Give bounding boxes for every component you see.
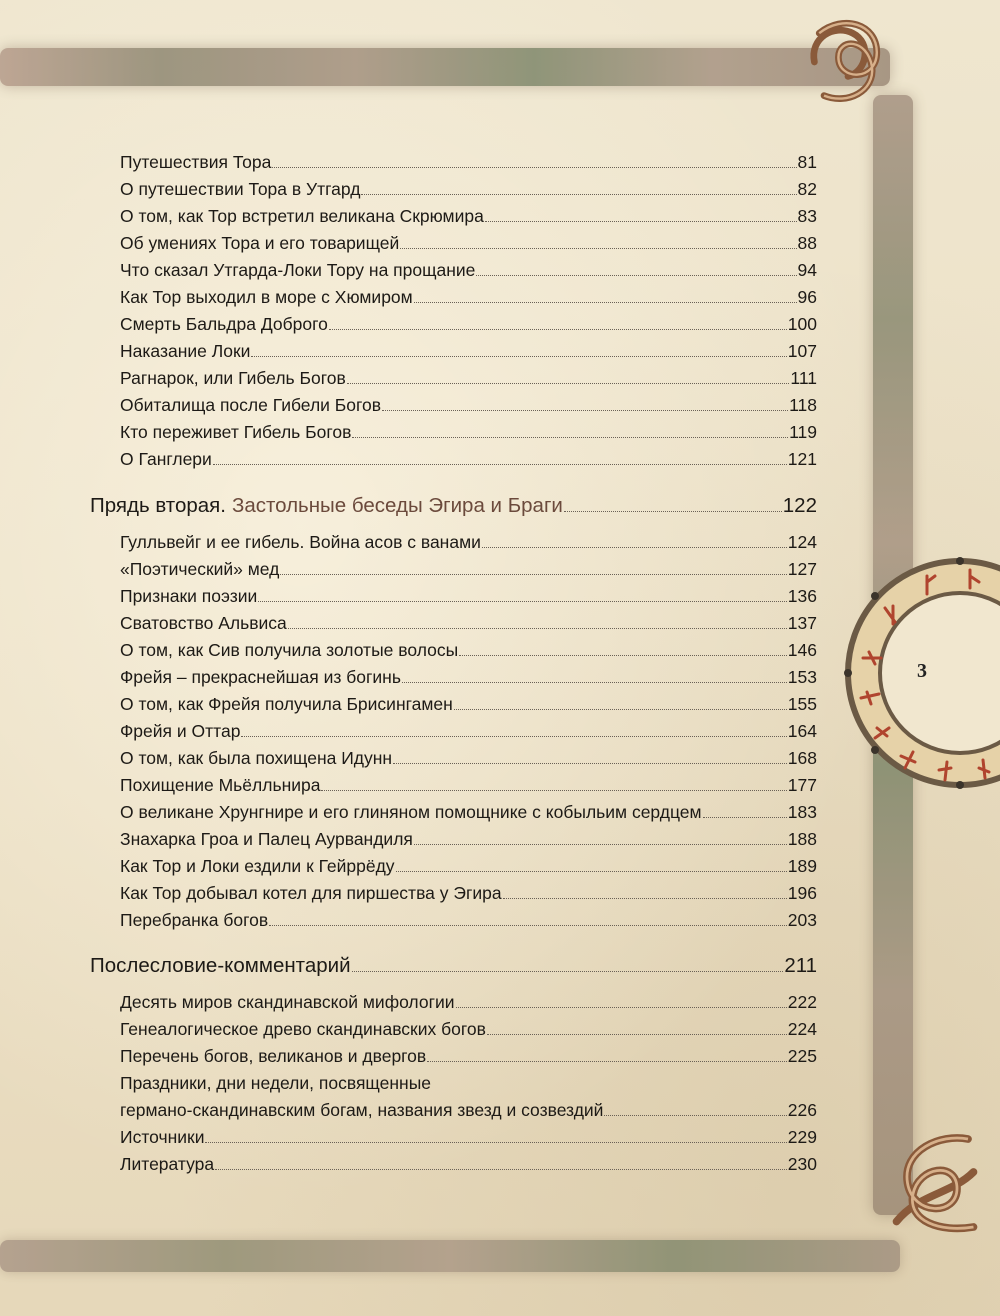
toc-entry-title: Как Тор выходил в море с Хюмиром — [120, 287, 413, 307]
toc-entry-title: Признаки поэзии — [120, 586, 258, 606]
toc-entry[interactable] — [120, 339, 817, 363]
dot-leader — [485, 220, 797, 222]
dot-leader — [703, 816, 787, 818]
dot-leader — [272, 166, 796, 168]
toc-entry-page: 183 — [787, 802, 817, 822]
toc-entry-title: Источники — [120, 1127, 205, 1147]
toc-entry[interactable] — [120, 393, 817, 417]
dot-leader — [414, 301, 797, 303]
toc-entry-page: 121 — [787, 449, 817, 469]
dot-leader — [321, 789, 786, 791]
toc-entry-title: Смерть Бальдра Доброго — [120, 314, 328, 334]
toc-entry-title: Фрейя – прекраснейшая из богинь — [120, 667, 401, 687]
toc-entry[interactable] — [120, 854, 817, 878]
toc-part-heading[interactable] — [90, 492, 817, 520]
dot-leader — [393, 762, 787, 764]
toc-entry-title: Похищение Мьёлльнира — [120, 775, 321, 795]
part-title: Застольные беседы Эгира и Браги — [231, 494, 563, 517]
toc-entry-title: Как Тор добывал котел для пиршества у Эгира — [120, 883, 502, 903]
dot-leader — [269, 924, 787, 926]
dot-leader — [402, 681, 787, 683]
dot-leader — [241, 735, 786, 737]
dot-leader — [288, 627, 787, 629]
toc-entry-page: 146 — [787, 640, 817, 660]
toc-entry-page: 155 — [787, 694, 817, 714]
toc-entry-title: Сватовство Альвиса — [120, 613, 287, 633]
toc-entry[interactable] — [120, 908, 817, 932]
toc-entry-title: О том, как Фрейя получила Брисингамен — [120, 694, 453, 714]
toc-entry-page: 81 — [797, 152, 817, 172]
toc-entry-title: Десять миров скандинавской мифологии — [120, 992, 455, 1012]
toc-entry-title: Кто переживет Гибель Богов — [120, 422, 352, 442]
toc-entry[interactable] — [120, 638, 817, 662]
toc-entry-page: 83 — [797, 206, 817, 226]
toc-entry-title: О Ганглери — [120, 449, 212, 469]
toc-entry-page: 211 — [784, 954, 817, 977]
page-number: 3 — [917, 660, 927, 682]
toc-entry-title: О путешествии Тора в Утгард — [120, 179, 361, 199]
dot-leader — [400, 247, 796, 249]
toc-entry-page: 107 — [787, 341, 817, 361]
toc-entry-page: 177 — [787, 775, 817, 795]
toc-entry[interactable] — [120, 285, 817, 309]
toc-entry[interactable] — [120, 692, 817, 716]
dot-leader — [352, 970, 784, 972]
toc-part-heading[interactable] — [90, 952, 817, 980]
dot-leader — [456, 1006, 787, 1008]
toc-entry[interactable] — [120, 719, 817, 743]
toc-entry-page: 168 — [787, 748, 817, 768]
toc-entry[interactable] — [120, 420, 817, 444]
toc-entry-page: 100 — [787, 314, 817, 334]
toc-entry-page: 189 — [787, 856, 817, 876]
toc-entry-page: 196 — [787, 883, 817, 903]
dot-leader — [564, 510, 782, 512]
toc-entry-page: 96 — [797, 287, 817, 307]
toc-entry-title: германо-скандинавским богам, названия звезд и созвездий — [120, 1100, 604, 1120]
toc-entry-page: 118 — [789, 395, 817, 415]
part-title: Послесловие-комментарий — [90, 954, 351, 977]
toc-entry-page: 230 — [787, 1154, 817, 1174]
dot-leader — [454, 708, 787, 710]
toc-entry[interactable] — [120, 1152, 817, 1176]
toc-entry[interactable] — [120, 177, 817, 201]
toc-entry[interactable] — [120, 557, 817, 581]
toc-entry-page: 136 — [787, 586, 817, 606]
toc-entry[interactable] — [120, 366, 817, 390]
toc-entry-page: 122 — [782, 494, 817, 517]
dot-leader — [361, 193, 796, 195]
toc-entry[interactable] — [120, 530, 817, 554]
dot-leader — [476, 274, 796, 276]
toc-entry-page: 225 — [787, 1046, 817, 1066]
toc-entry-page: 88 — [797, 233, 817, 253]
toc-entry-title: Как Тор и Локи ездили к Гейррёду — [120, 856, 395, 876]
dot-leader — [215, 1168, 787, 1170]
toc-entry[interactable] — [120, 1098, 817, 1122]
toc-entry-title: «Поэтический» мед — [120, 559, 280, 579]
toc-entry[interactable] — [120, 312, 817, 336]
toc-entry-page: 226 — [787, 1100, 817, 1120]
toc-entry-page: 164 — [787, 721, 817, 741]
toc-entry-page: 119 — [789, 422, 817, 442]
dot-leader — [347, 382, 790, 384]
toc-entry-title: О том, как Сив получила золотые волосы — [120, 640, 459, 660]
toc-entry-page: 224 — [787, 1019, 817, 1039]
toc-entry-page: 229 — [787, 1127, 817, 1147]
toc-entry-page: 94 — [797, 260, 817, 280]
toc-entry[interactable] — [120, 990, 817, 1014]
toc-entry-title: Знахарка Гроа и Палец Аурвандиля — [120, 829, 413, 849]
toc-entry-title: Путешествия Тора — [120, 152, 272, 172]
dot-leader — [459, 654, 787, 656]
dot-leader — [503, 897, 787, 899]
toc-entry-page: 153 — [787, 667, 817, 687]
dot-leader — [213, 463, 787, 465]
toc-entry-title: Фрейя и Оттар — [120, 721, 241, 741]
toc-entry-page: 124 — [787, 532, 817, 552]
toc-entry-title: Рагнарок, или Гибель Богов — [120, 368, 346, 388]
toc-entry-page: 127 — [787, 559, 817, 579]
toc-entry-title: Об умениях Тора и его товарищей — [120, 233, 400, 253]
toc-entry[interactable] — [120, 231, 817, 255]
toc-entry[interactable] — [120, 881, 817, 905]
toc-entry[interactable] — [120, 665, 817, 689]
toc-entry-title: Генеалогическое древо скандинавских богов — [120, 1019, 486, 1039]
toc-entry-title: Гулльвейг и ее гибель. Война асов с ванами — [120, 532, 481, 552]
toc-entry[interactable] — [120, 447, 817, 471]
dot-leader — [258, 600, 786, 602]
toc-entry-page: 203 — [787, 910, 817, 930]
toc-entry-page: 137 — [787, 613, 817, 633]
toc-entry[interactable] — [120, 800, 817, 824]
dot-leader — [482, 546, 787, 548]
toc-entry-title: О том, как Тор встретил великана Скрюмира — [120, 206, 484, 226]
toc-entry-title: О великане Хрунгнире и его глиняном помощнике с кобыльим сердцем — [120, 802, 702, 822]
toc-entry[interactable] — [120, 746, 817, 770]
dot-leader — [414, 843, 787, 845]
dot-leader — [329, 328, 787, 330]
dot-leader — [205, 1141, 786, 1143]
dot-leader — [487, 1033, 787, 1035]
toc-entry[interactable] — [120, 773, 817, 797]
dot-leader — [280, 573, 786, 575]
toc-entry[interactable] — [120, 1017, 817, 1041]
toc-entry-title: Перебранка богов — [120, 910, 269, 930]
toc-entry[interactable] — [120, 611, 817, 635]
toc-entry[interactable] — [120, 584, 817, 608]
toc-entry-page: 111 — [790, 368, 817, 388]
toc-entry-title: Что сказал Утгарда-Локи Тору на прощание — [120, 260, 476, 280]
toc-entry-title: Наказание Локи — [120, 341, 251, 361]
toc-entry-page: 82 — [797, 179, 817, 199]
toc-entry[interactable] — [120, 1044, 817, 1068]
dot-leader — [352, 436, 788, 438]
toc-entry-title: Обиталища после Гибели Богов — [120, 395, 382, 415]
toc-entry-title: Перечень богов, великанов и двергов — [120, 1046, 427, 1066]
toc-entry[interactable] — [120, 204, 817, 228]
toc-entry-title-line1: Праздники, дни недели, посвященные — [120, 1073, 432, 1093]
toc-entry-page: 188 — [787, 829, 817, 849]
dot-leader — [396, 870, 787, 872]
toc-entry[interactable] — [120, 827, 817, 851]
toc-entry[interactable] — [120, 1125, 817, 1149]
toc-entry-page: 222 — [787, 992, 817, 1012]
dot-leader — [251, 355, 786, 357]
dot-leader — [604, 1114, 786, 1116]
toc-entry-title: О том, как была похищена Идунн — [120, 748, 393, 768]
dot-leader — [382, 409, 788, 411]
part-label: Прядь вторая. — [90, 494, 226, 517]
toc-entry[interactable] — [120, 150, 817, 174]
toc-entry-title: Литература — [120, 1154, 215, 1174]
dot-leader — [427, 1060, 787, 1062]
toc-entry[interactable] — [120, 258, 817, 282]
